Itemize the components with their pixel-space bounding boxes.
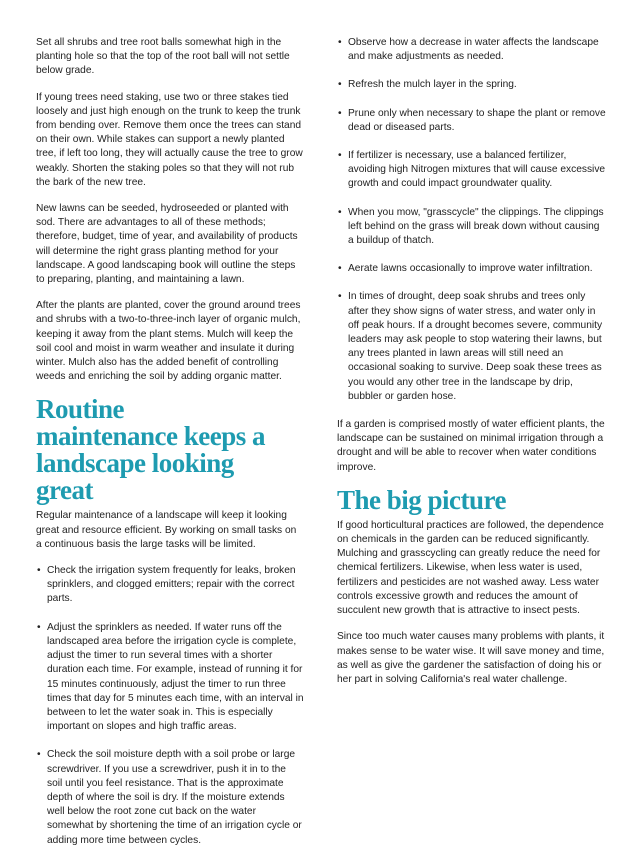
list-item: • In times of drought, deep soak shrubs and trees only after they show signs of water stress, and water only in off peak hours. If a drought becomes severe, community leaders may ask people to stop watering their lawns, but any trees planted in lawn areas will still need an occasional soaking to survive. Deep soak these trees as you would any other tree in the landscape by drip, bubbler or garden hose. [337, 290, 607, 404]
list-item: • Check the irrigation system frequently for leaks, broken sprinklers, and clogged emitters; repair with the correct parts. [36, 564, 304, 607]
heading-routine-maintenance: Routine maintenance keeps a landscape looking great [36, 394, 265, 506]
list-item: • Aerate lawns occasionally to improve water infiltration. [337, 262, 607, 276]
paragraph-staking: If young trees need staking, use two or three stakes tied loosely and just high enough on the trunk to keep the trunk from bending over. Remove them once the trees can stand on their own. While stakes can support a newly planted tree, if left too long, they will actually cause the tree to grow weakly. Shorten the staking poles so that they will not rub the bark of the new tree. [36, 91, 303, 188]
list-item: • Check the soil moisture depth with a soil probe or large screwdriver. If you use a screwdriver, push it in to the soil until you feel resistance. That is the approximate depth of where the soil is dry. If the moisture extends well below the root zone cut back on the water somewhat by shortening the time of an irrigation cycle or adding more time between cycles. [36, 748, 304, 847]
paragraph-maintenance-intro: Regular maintenance of a landscape will keep it looking great and resource efficient. By working on small tasks on a continuous basis the large tasks will be limited. [36, 510, 297, 550]
paragraph-root-balls: Set all shrubs and tree root balls somewhat high in the planting hole so that the top of the root ball will not settle below grade. [36, 37, 290, 77]
maintenance-list-left [36, 564, 304, 848]
list-item: • When you mow, "grasscycle" the clippings. The clippings left behind on the grass will break down without causing a buildup of thatch. [337, 206, 607, 249]
paragraph-drought-recovery: If a garden is comprised mostly of water efficient plants, the landscape can be sustained on minimal irrigation through a drought and will be able to recover when water conditions improve. [337, 419, 605, 473]
left-column [36, 36, 304, 862]
paragraph-mulch: After the plants are planted, cover the ground around trees and shrubs with a two-to-three-inch layer of organic mulch, keeping it away from the plant stems. Mulch will keep the soil cool and moist in warm weather and insulate it during winter. Mulch also has the added benefit of controlling weeds and enriching the soil by adding organic matter. [36, 300, 301, 383]
list-item: • If fertilizer is necessary, use a balanced fertilizer, avoiding high Nitrogen mixtures that will cause excessive growth and could impact groundwater quality. [337, 149, 607, 192]
list-item: • Adjust the sprinklers as needed. If water runs off the landscaped area before the irrigation cycle is complete, adjust the timer to run several times with a shorter duration each time. For example, instead of running it for 15 minutes continuously, adjust the timer to run three times that day for 5 minutes each time, with an interval in between to let the water soak in. This is especially important on slopes and high traffic areas. [36, 621, 304, 735]
paragraph-chemicals: If good horticultural practices are followed, the dependence on chemicals in the garden can be reduced significantly. Mulching and grasscycling can greatly reduce the need for chemical fertilizers. Likewise, when less water is used, fertilizers and pesticides are not washed away. Less water controls excessive growth and reduces the amount of succulent new growth that is attractive to insect pests. [337, 519, 604, 617]
heading-big-picture: The big picture [337, 484, 507, 515]
list-item: • Observe how a decrease in water affects the landscape and make adjustments as needed. [337, 36, 607, 64]
list-item: • Refresh the mulch layer in the spring. [337, 78, 607, 92]
paragraph-lawns: New lawns can be seeded, hydroseeded or planted with sod. There are advantages to all of these methods; therefore, budget, time of year, and availability of products will determine the right grass planting method for your landscape. A good landscaping book will outline the steps to preparing, planting, and maintaining a lawn. [36, 203, 298, 286]
list-item: • Prune only when necessary to shape the plant or remove dead or diseased parts. [337, 107, 607, 135]
maintenance-list-right [337, 36, 607, 404]
paragraph-water-wise: Since too much water causes many problems with plants, it makes sense to be water wise. It will save money and time, as well as give the gardener the satisfaction of doing his or her part in solving California's real water challenge. [337, 631, 605, 685]
right-column [337, 36, 607, 699]
